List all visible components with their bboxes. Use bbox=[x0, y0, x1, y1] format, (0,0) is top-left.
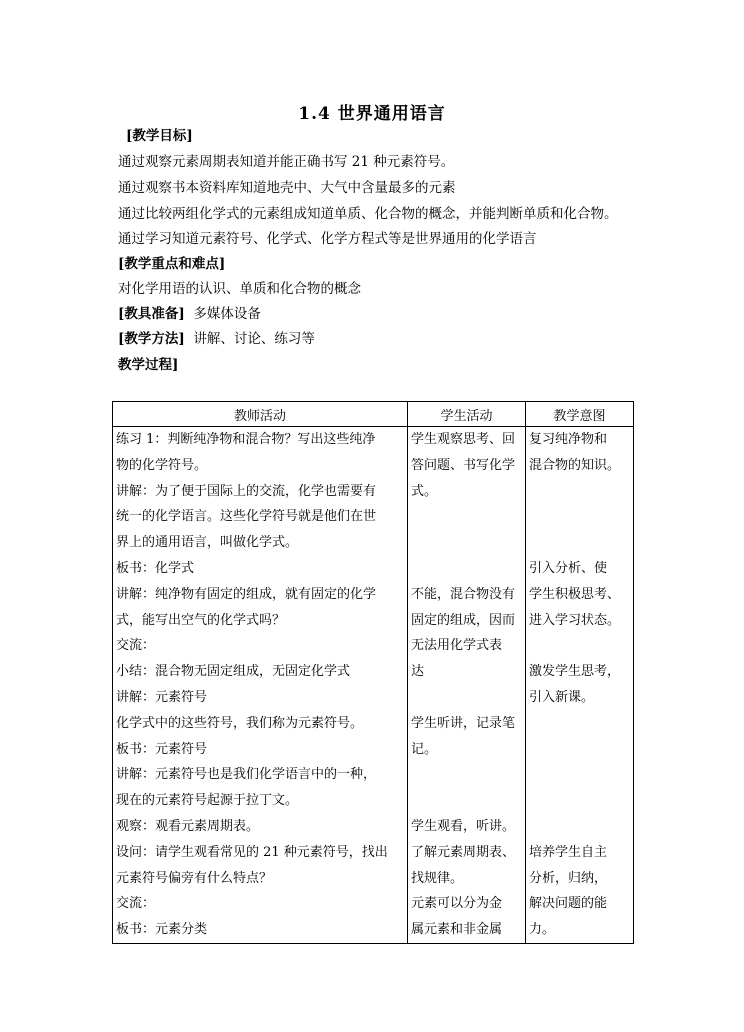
teacher-line: 交流： bbox=[116, 896, 156, 912]
tools-line bbox=[118, 304, 261, 324]
student-line: 达 bbox=[411, 664, 425, 680]
teacher-line: 统一的化学语言。这些化学符号就是他们在世 bbox=[116, 509, 377, 525]
tools-heading: [教具准备] bbox=[118, 306, 185, 322]
student-line bbox=[411, 788, 522, 814]
header-teacher: 教师活动 bbox=[113, 402, 408, 427]
objective-1: 通过观察元素周期表知道并能正确书写 21 种元素符号。 bbox=[118, 154, 455, 170]
student-line: 元素可以分为金 bbox=[411, 896, 503, 912]
teacher-line: 设问：请学生观看常见的 21 种元素符号，找出 bbox=[116, 844, 388, 860]
student-line: 找规律。 bbox=[411, 870, 464, 886]
intent-line bbox=[529, 737, 630, 763]
intent-line bbox=[529, 788, 630, 814]
intent-line: 解决问题的能 bbox=[529, 896, 608, 912]
intent-line: 引入分析、使 bbox=[529, 560, 608, 576]
teacher-line: 物的化学符号。 bbox=[116, 457, 208, 473]
student-line: 无法用化学式表 bbox=[411, 638, 503, 654]
teacher-line: 观察：观看元素周期表。 bbox=[116, 818, 260, 834]
teacher-line: 元素符号偏旁有什么特点？ bbox=[116, 870, 273, 886]
objective-4: 通过学习知道元素符号、化学式、化学方程式等是世界通用的化学语言 bbox=[118, 231, 537, 247]
student-line bbox=[411, 530, 522, 556]
table-header-row bbox=[113, 402, 634, 427]
student-line: 学生听讲，记录笔 bbox=[411, 715, 516, 731]
teacher-line: 板书：化学式 bbox=[116, 560, 195, 576]
teacher-line: 板书：元素分类 bbox=[116, 922, 208, 938]
student-line: 记。 bbox=[411, 741, 438, 757]
student-line: 学生观看，听讲。 bbox=[411, 818, 516, 834]
intent-line: 学生积极思考、 bbox=[529, 586, 621, 602]
key-points-heading: [教学重点和难点] bbox=[118, 256, 226, 272]
intent-line: 进入学习状态。 bbox=[529, 612, 621, 628]
student-line: 属元素和非金属 bbox=[411, 922, 503, 938]
tools-text: 多媒体设备 bbox=[193, 306, 261, 322]
objectives-heading: [教学目标] bbox=[126, 128, 193, 144]
teacher-line: 讲解：元素符号也是我们化学语言中的一种， bbox=[116, 767, 377, 783]
teacher-line: 小结：混合物无固定组成，无固定化学式 bbox=[116, 664, 351, 680]
key-points-text: 对化学用语的认识、单质和化合物的概念 bbox=[118, 281, 361, 297]
teacher-line: 界上的通用语言，叫做化学式。 bbox=[116, 535, 299, 551]
teacher-line: 讲解：为了便于国际上的交流，化学也需要有 bbox=[116, 483, 377, 499]
teacher-line: 板书：元素符号 bbox=[116, 741, 208, 757]
teacher-line: 现在的元素符号起源于拉丁文。 bbox=[116, 793, 299, 809]
lesson-table bbox=[112, 401, 634, 944]
student-line: 式。 bbox=[411, 483, 438, 499]
methods-heading: [教学方法] bbox=[118, 331, 185, 347]
table-row bbox=[113, 427, 634, 944]
student-line: 了解元素周期表、 bbox=[411, 844, 516, 860]
teacher-line: 式，能写出空气的化学式吗？ bbox=[116, 612, 286, 628]
student-line bbox=[411, 504, 522, 530]
intent-line bbox=[529, 762, 630, 788]
intent-line: 培养学生自主 bbox=[529, 844, 608, 860]
header-intent: 教学意图 bbox=[526, 402, 634, 427]
student-line: 固定的组成，因而 bbox=[411, 612, 516, 628]
intent-line: 分析，归纳， bbox=[529, 870, 608, 886]
intent-line: 激发学生思考， bbox=[529, 664, 621, 680]
student-line bbox=[411, 762, 522, 788]
header-student: 学生活动 bbox=[408, 402, 526, 427]
student-line bbox=[411, 556, 522, 582]
methods-text: 讲解、讨论、练习等 bbox=[193, 331, 315, 347]
teacher-activity-cell bbox=[113, 427, 408, 944]
intent-line bbox=[529, 479, 630, 505]
student-line bbox=[411, 685, 522, 711]
intent-line: 引入新课。 bbox=[529, 689, 595, 705]
teacher-line: 练习 1：判断纯净物和混合物？写出这些纯净 bbox=[116, 432, 376, 447]
intent-line: 复习纯净物和 bbox=[529, 432, 608, 447]
intent-line: 力。 bbox=[529, 922, 556, 938]
methods-line bbox=[118, 329, 315, 349]
objective-3: 通过比较两组化学式的元素组成知道单质、化合物的概念，并能判断单质和化合物。 bbox=[118, 206, 618, 222]
teacher-line: 讲解：元素符号 bbox=[116, 689, 208, 705]
intent-line bbox=[529, 633, 630, 659]
teaching-intent-cell bbox=[526, 427, 634, 944]
teacher-line: 化学式中的这些符号，我们称为元素符号。 bbox=[116, 715, 364, 731]
process-heading: 教学过程] bbox=[118, 357, 179, 373]
student-line: 答问题、书写化学 bbox=[411, 457, 516, 473]
intent-line bbox=[529, 711, 630, 737]
intent-line bbox=[529, 530, 630, 556]
objective-2: 通过观察书本资料库知道地壳中、大气中含量最多的元素 bbox=[118, 180, 456, 196]
student-line: 学生观察思考、回 bbox=[411, 432, 516, 447]
teacher-line: 讲解：纯净物有固定的组成，就有固定的化学 bbox=[116, 586, 377, 602]
intent-line bbox=[529, 504, 630, 530]
teacher-line: 交流： bbox=[116, 638, 156, 654]
page-title: 1.4 世界通用语言 bbox=[298, 104, 446, 124]
intent-line: 混合物的知识。 bbox=[529, 457, 621, 473]
intent-line bbox=[529, 814, 630, 840]
student-activity-cell bbox=[408, 427, 526, 944]
student-line: 不能，混合物没有 bbox=[411, 586, 516, 602]
